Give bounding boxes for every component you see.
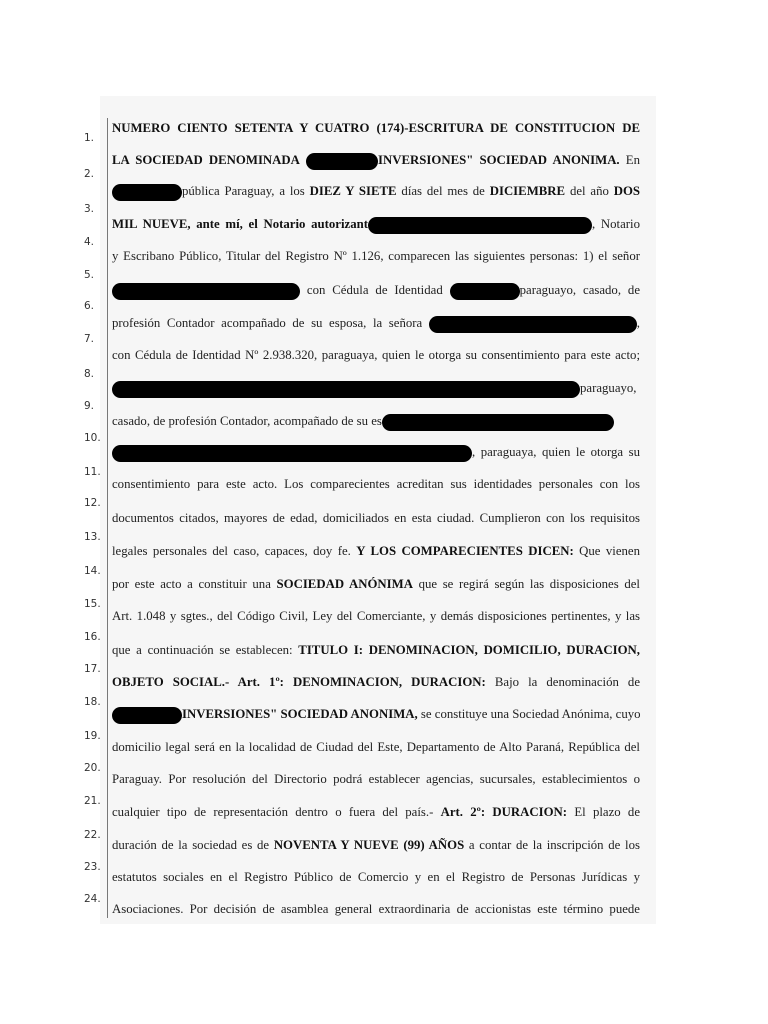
text-line-14 — [112, 541, 640, 561]
text-run: Que vienen — [579, 544, 641, 558]
text-run: Asociaciones. Por decisión de asamblea general extraordinaria de accionistas este término puede — [112, 902, 640, 916]
line-number: 3. — [84, 203, 95, 215]
text-run: casado, de profesión Contador, acompañado de su es — [112, 414, 382, 428]
text-run: Art. 1.048 y sgtes., del Código Civil, Ley del Comerciante, y demás disposiciones pertinentes, y las — [112, 609, 640, 623]
text-line-12 — [112, 474, 640, 494]
line-number: 4. — [84, 236, 95, 248]
text-run: domicilio legal será en la localidad de Ciudad del Este, Departamento de Alto Paraná, República del — [112, 740, 640, 754]
line-number: 11. — [84, 466, 101, 478]
text-run: con Cédula de Identidad — [306, 283, 443, 297]
text-bold: MIL NUEVE, ante mí, el Notario autorizant — [112, 217, 368, 231]
text-bold: NUMERO CIENTO SETENTA Y CUATRO (174)-ESCRITURA DE CONSTITUCION DE — [112, 121, 640, 135]
text-run: consentimiento para este acto. Los comparecientes acreditan sus identidades personales con los — [112, 477, 640, 491]
text-run: , Notario — [592, 217, 640, 231]
line-number: 5. — [84, 269, 95, 281]
text-bold: TITULO I: DENOMINACION, DOMICILIO, DURACION, — [298, 643, 640, 657]
redaction-bar — [450, 283, 520, 300]
line-number: 6. — [84, 300, 95, 312]
text-line-19 — [112, 704, 640, 724]
line-number: 23. — [84, 861, 101, 873]
text-line-8 — [112, 345, 640, 365]
text-run: días del mes de — [401, 184, 485, 198]
text-line-13 — [112, 508, 640, 528]
line-number: 1. — [84, 132, 95, 144]
text-run: duración de la sociedad es de — [112, 838, 270, 852]
text-run: cualquier tipo de representación dentro o fuera del país.- — [112, 805, 434, 819]
line-number: 8. — [84, 368, 95, 380]
text-run: a contar de la inscripción de los — [468, 838, 640, 852]
text-bold: NOVENTA Y NUEVE (99) AÑOS — [273, 838, 465, 852]
line-number: 12. — [84, 497, 101, 509]
text-run: Paraguay. Por resolución del Directorio podrá establecer agencias, sucursales, establecimientos o — [112, 772, 640, 786]
text-line-16 — [112, 606, 640, 626]
text-bold: DICIEMBRE — [489, 184, 566, 198]
margin-rule — [107, 118, 108, 918]
redaction-bar — [112, 283, 300, 300]
text-bold: Y LOS COMPARECIENTES DICEN: — [356, 544, 574, 558]
text-bold: SOCIEDAD ANÓNIMA — [276, 577, 413, 591]
text-line-24 — [112, 867, 640, 887]
text-line-11 — [112, 442, 640, 462]
line-number: 17. — [84, 663, 101, 675]
text-run: que se regirá según las disposiciones del — [418, 577, 640, 591]
text-line-25 — [112, 899, 640, 919]
text-run: legales personales del caso, capaces, doy fe. — [112, 544, 351, 558]
text-run: estatutos sociales en el Registro Público de Comercio y en el Registro de Personas Jurídicas y — [112, 870, 640, 884]
line-number: 2. — [84, 168, 95, 180]
text-run: del año — [569, 184, 609, 198]
text-run: se constituye una Sociedad Anónima, cuyo — [420, 707, 641, 721]
redaction-bar — [429, 316, 637, 333]
text-bold: Art. 2º: DURACION: — [440, 805, 568, 819]
text-line-6 — [112, 280, 640, 300]
text-line-1 — [112, 118, 640, 138]
text-run: El plazo de — [574, 805, 641, 819]
text-bold: DOS — [613, 184, 641, 198]
line-number: 22. — [84, 829, 101, 841]
text-line-20 — [112, 737, 640, 757]
line-number: 9. — [84, 400, 95, 412]
line-number: 7. — [84, 333, 95, 345]
text-bold: INVERSIONES" SOCIEDAD ANONIMA, — [182, 707, 418, 721]
redaction-bar — [112, 381, 580, 398]
text-bold: LA SOCIEDAD DENOMINADA — [112, 153, 300, 167]
text-line-23 — [112, 835, 640, 855]
text-line-17 — [112, 640, 640, 660]
text-run: con Cédula de Identidad Nº 2.938.320, paraguaya, quien le otorga su consentimiento para este acto; — [112, 348, 640, 362]
line-number: 19. — [84, 730, 101, 742]
text-bold: INVERSIONES" SOCIEDAD ANONIMA. — [378, 153, 620, 167]
text-bold: DIEZ Y SIETE — [309, 184, 397, 198]
line-number: 14. — [84, 565, 101, 577]
text-run: paraguayo, — [580, 381, 637, 395]
text-run: , — [636, 316, 640, 330]
text-line-18 — [112, 672, 640, 692]
text-run: profesión Contador acompañado de su esposa, la señora — [112, 316, 423, 330]
text-run: En — [625, 153, 640, 167]
text-line-10 — [112, 411, 640, 431]
text-line-15 — [112, 574, 640, 594]
redaction-bar — [368, 217, 592, 234]
line-number: 21. — [84, 795, 101, 807]
text-run: , paraguaya, quien le otorga su — [472, 445, 640, 459]
redaction-bar — [382, 414, 614, 431]
redaction-bar — [112, 184, 182, 201]
text-line-21 — [112, 769, 640, 789]
text-run: por este acto a constituir una — [112, 577, 271, 591]
text-line-5 — [112, 246, 640, 266]
text-line-4 — [112, 214, 640, 234]
text-run: paraguayo, casado, de — [519, 283, 640, 297]
text-line-2 — [112, 150, 640, 170]
text-run: que a continuación se establecen: — [112, 643, 293, 657]
redaction-bar — [306, 153, 378, 170]
redaction-bar — [112, 445, 472, 462]
line-number: 24. — [84, 893, 101, 905]
text-line-22 — [112, 802, 640, 822]
line-number: 13. — [84, 531, 101, 543]
text-run: pública Paraguay, a los — [182, 184, 305, 198]
line-number: 18. — [84, 696, 101, 708]
text-bold: OBJETO SOCIAL.- Art. 1º: DENOMINACION, DURACION: — [112, 675, 486, 689]
line-number: 15. — [84, 598, 101, 610]
line-number: 16. — [84, 631, 101, 643]
text-run: documentos citados, mayores de edad, domiciliados en esta ciudad. Cumplieron con los requisitos — [112, 511, 640, 525]
text-run: y Escribano Público, Titular del Registro Nº 1.126, comparecen las siguientes personas: 1) el señor — [112, 249, 640, 263]
text-run: Bajo la denominación de — [494, 675, 641, 689]
line-number: 20. — [84, 762, 101, 774]
text-line-7 — [112, 313, 640, 333]
redaction-bar — [112, 707, 182, 724]
text-line-3 — [112, 181, 640, 201]
line-number: 10. — [84, 432, 101, 444]
text-line-9 — [112, 378, 640, 398]
